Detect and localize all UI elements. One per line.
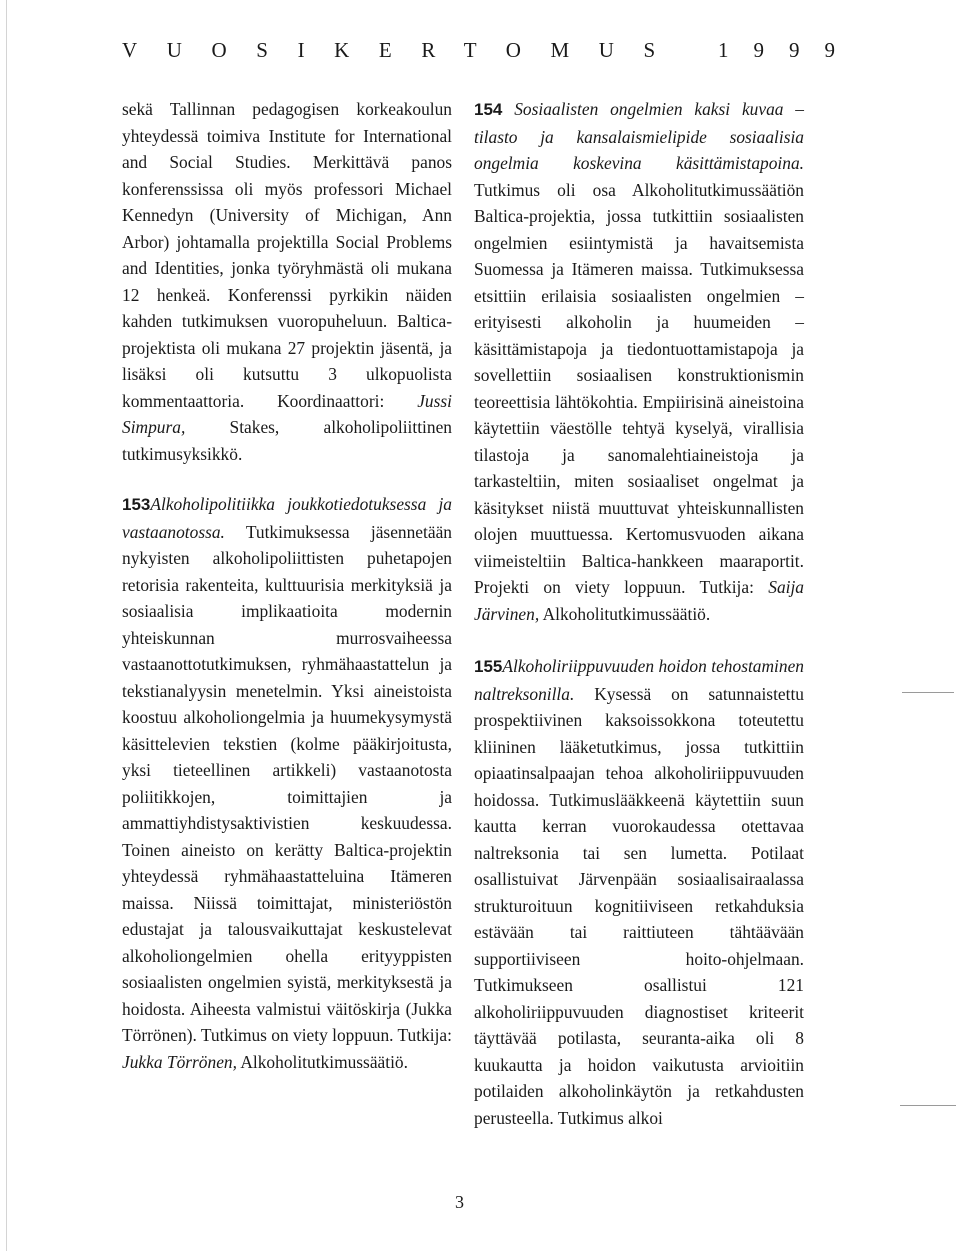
entry-154 [474, 96, 804, 627]
intro-tail: Stakes, alkoholipoliittinen tutkimusyksikkö. [122, 417, 452, 464]
entry-154-researcher: Saija Järvinen, [474, 577, 804, 624]
intro-text: sekä Tallinnan pedagogisen korkeakoulun yhteydessä toimiva Institute for International and Social Studies. Merkittävä panos konferenssissa oli myös professori Michael Kennedyn (University of Michigan, Ann Arbor) johtamalla projektilla Social Problems and Identities, jonka työryhmästä oli mukana 12 henkeä. Konferenssi pyrkikin näiden kahden tutkimuksen vuoropuheluun. Baltica-projektista oli mukana 27 projektin jäsentä, ja lisäksi oli kutsuttu 3 ulkopuolista kommentaattoria. Koordinaattori: [122, 99, 452, 411]
scan-edge-line [6, 0, 7, 1251]
entry-155 [474, 653, 804, 1131]
page-header [122, 38, 860, 68]
intro-coordinator: Jussi Simpura, [122, 390, 452, 437]
margin-rule-lower [900, 1105, 956, 1106]
right-column [474, 96, 804, 1131]
margin-rule-upper [902, 692, 954, 693]
entry-153-title: Alkoholipolitiikka joukkotiedotuksessa ja vastaanotossa. [122, 494, 452, 542]
entry-155-title: Alkoholiriippuvuuden hoidon tehostaminen naltreksonilla. [474, 656, 804, 704]
report-year: 1999 [718, 38, 860, 62]
page-number: 3 [455, 1192, 464, 1212]
entry-154-title: Sosiaalisten ongelmien kaksi kuvaa – tilasto ja kansalaismielipide sosiaalisia ongelmia koskevina käsittämistapoina. [474, 99, 804, 173]
entry-153-tail: Alkoholitutkimussäätiö. [240, 1051, 408, 1072]
entry-153 [122, 491, 452, 1075]
intro-paragraph [122, 96, 452, 467]
entry-155-body: Kysessä on satunnaistettu prospektiivinen kaksoissokkona toteutettu kliininen lääketutkimus, jossa tutkittiin opiaatinsalpaajan tehoa alkoholiriippuvuuden hoidossa. Tutkimuslääkkeenä käytettiin suun kautta kerran vuorokaudessa otettavaa naltreksonia tai sen lumetta. Potilaat osallistuivat Järvenpään sosiaalisairaalassa strukturoituun kognitiiviseen retkahduksia estävään tai raittiuteen tähtäävään supportiiviseen hoito-ohjelmaan. Tutkimukseen osallistui 121 alkoholiriippuvuuden diagnostiset kriteerit täyttävää potilasta, seuranta-aika oli 8 kuukautta ja hoidon vaikutusta arvioitiin potilaiden alkoholinkäytön ja retkahdusten perusteella. Tutkimus alkoi [474, 683, 804, 1128]
entry-153-number: 153 [122, 495, 151, 514]
entry-154-tail: Alkoholitutkimussäätiö. [542, 603, 711, 624]
report-title: VUOSIKERTOMUS [122, 38, 685, 62]
entry-153-researcher: Jukka Törrönen, [122, 1051, 237, 1072]
entry-154-body: Tutkimus oli osa Alkoholitutkimussäätiön Baltica-projektia, jossa tutkittiin sosiaalisten ongelmien esiintymistä ja havaitsemista Suomessa ja Itämeren maissa. Tutkimuksessa etsittiin erilaisia sosiaalisten ongelmien – erityisesti alkoholin ja huumeiden – käsittämistapoja ja tiedontuottamistapoja ja sovellettiin sosiaalisen konstruktionismin teoreettisia lähtökohtia. Empiirisinä aineistoina käytettiin väestölle tehtyä kyselyä, virallisia tilastoja ja sanomalehtiaineistoja ja tarkasteltiin, miten sosiaaliset ongelmat ja käsitykset niistä muuttuvat yhteiskunnallisten olojen muuttuessa. Kertomusvuoden aikana viimeisteltiin Baltica-hankkeen maaraportit. Projekti on viety loppuun. Tutkija: [474, 179, 804, 597]
entry-154-number: 154 [474, 100, 503, 119]
left-column [122, 96, 452, 1075]
entry-153-body: Tutkimuksessa jäsennetään nykyisten alkoholipoliittisten puhetapojen retorisia rakenteita, kulttuurisia merkityksiä ja sosiaalisia implikaatioita modernin yhteiskunnan murrosvaiheessa vastaanottotutkimuksen, ryhmähaastattelun ja tekstianalyysin menetelmin. Yksi aineistoista koostuu alkoholiongelmia ja huumekysymystä käsittelevien tekstien (kolme pääkirjoitusta, yksi tieteellinen artikkeli) vastaanotosta poliitikkojen, toimittajien ja ammattiyhdistysaktivistien keskuudessa. Toinen aineisto on kerätty Baltica-projektin yhteydessä ryhmähaastatteluina Itämeren maissa. Niissä toimittajat, ministeriöstön edustajat ja talousvaikuttajat keskustelevat alkoholiongelmien ohella erityyppisten sosiaalisten ongelmien syistä, merkityksestä ja hoidosta. Aiheesta valmistui väitöskirja (Jukka Törrönen). Tutkimus on viety loppuun. Tutkija: [122, 521, 452, 1045]
entry-155-number: 155 [474, 657, 503, 676]
